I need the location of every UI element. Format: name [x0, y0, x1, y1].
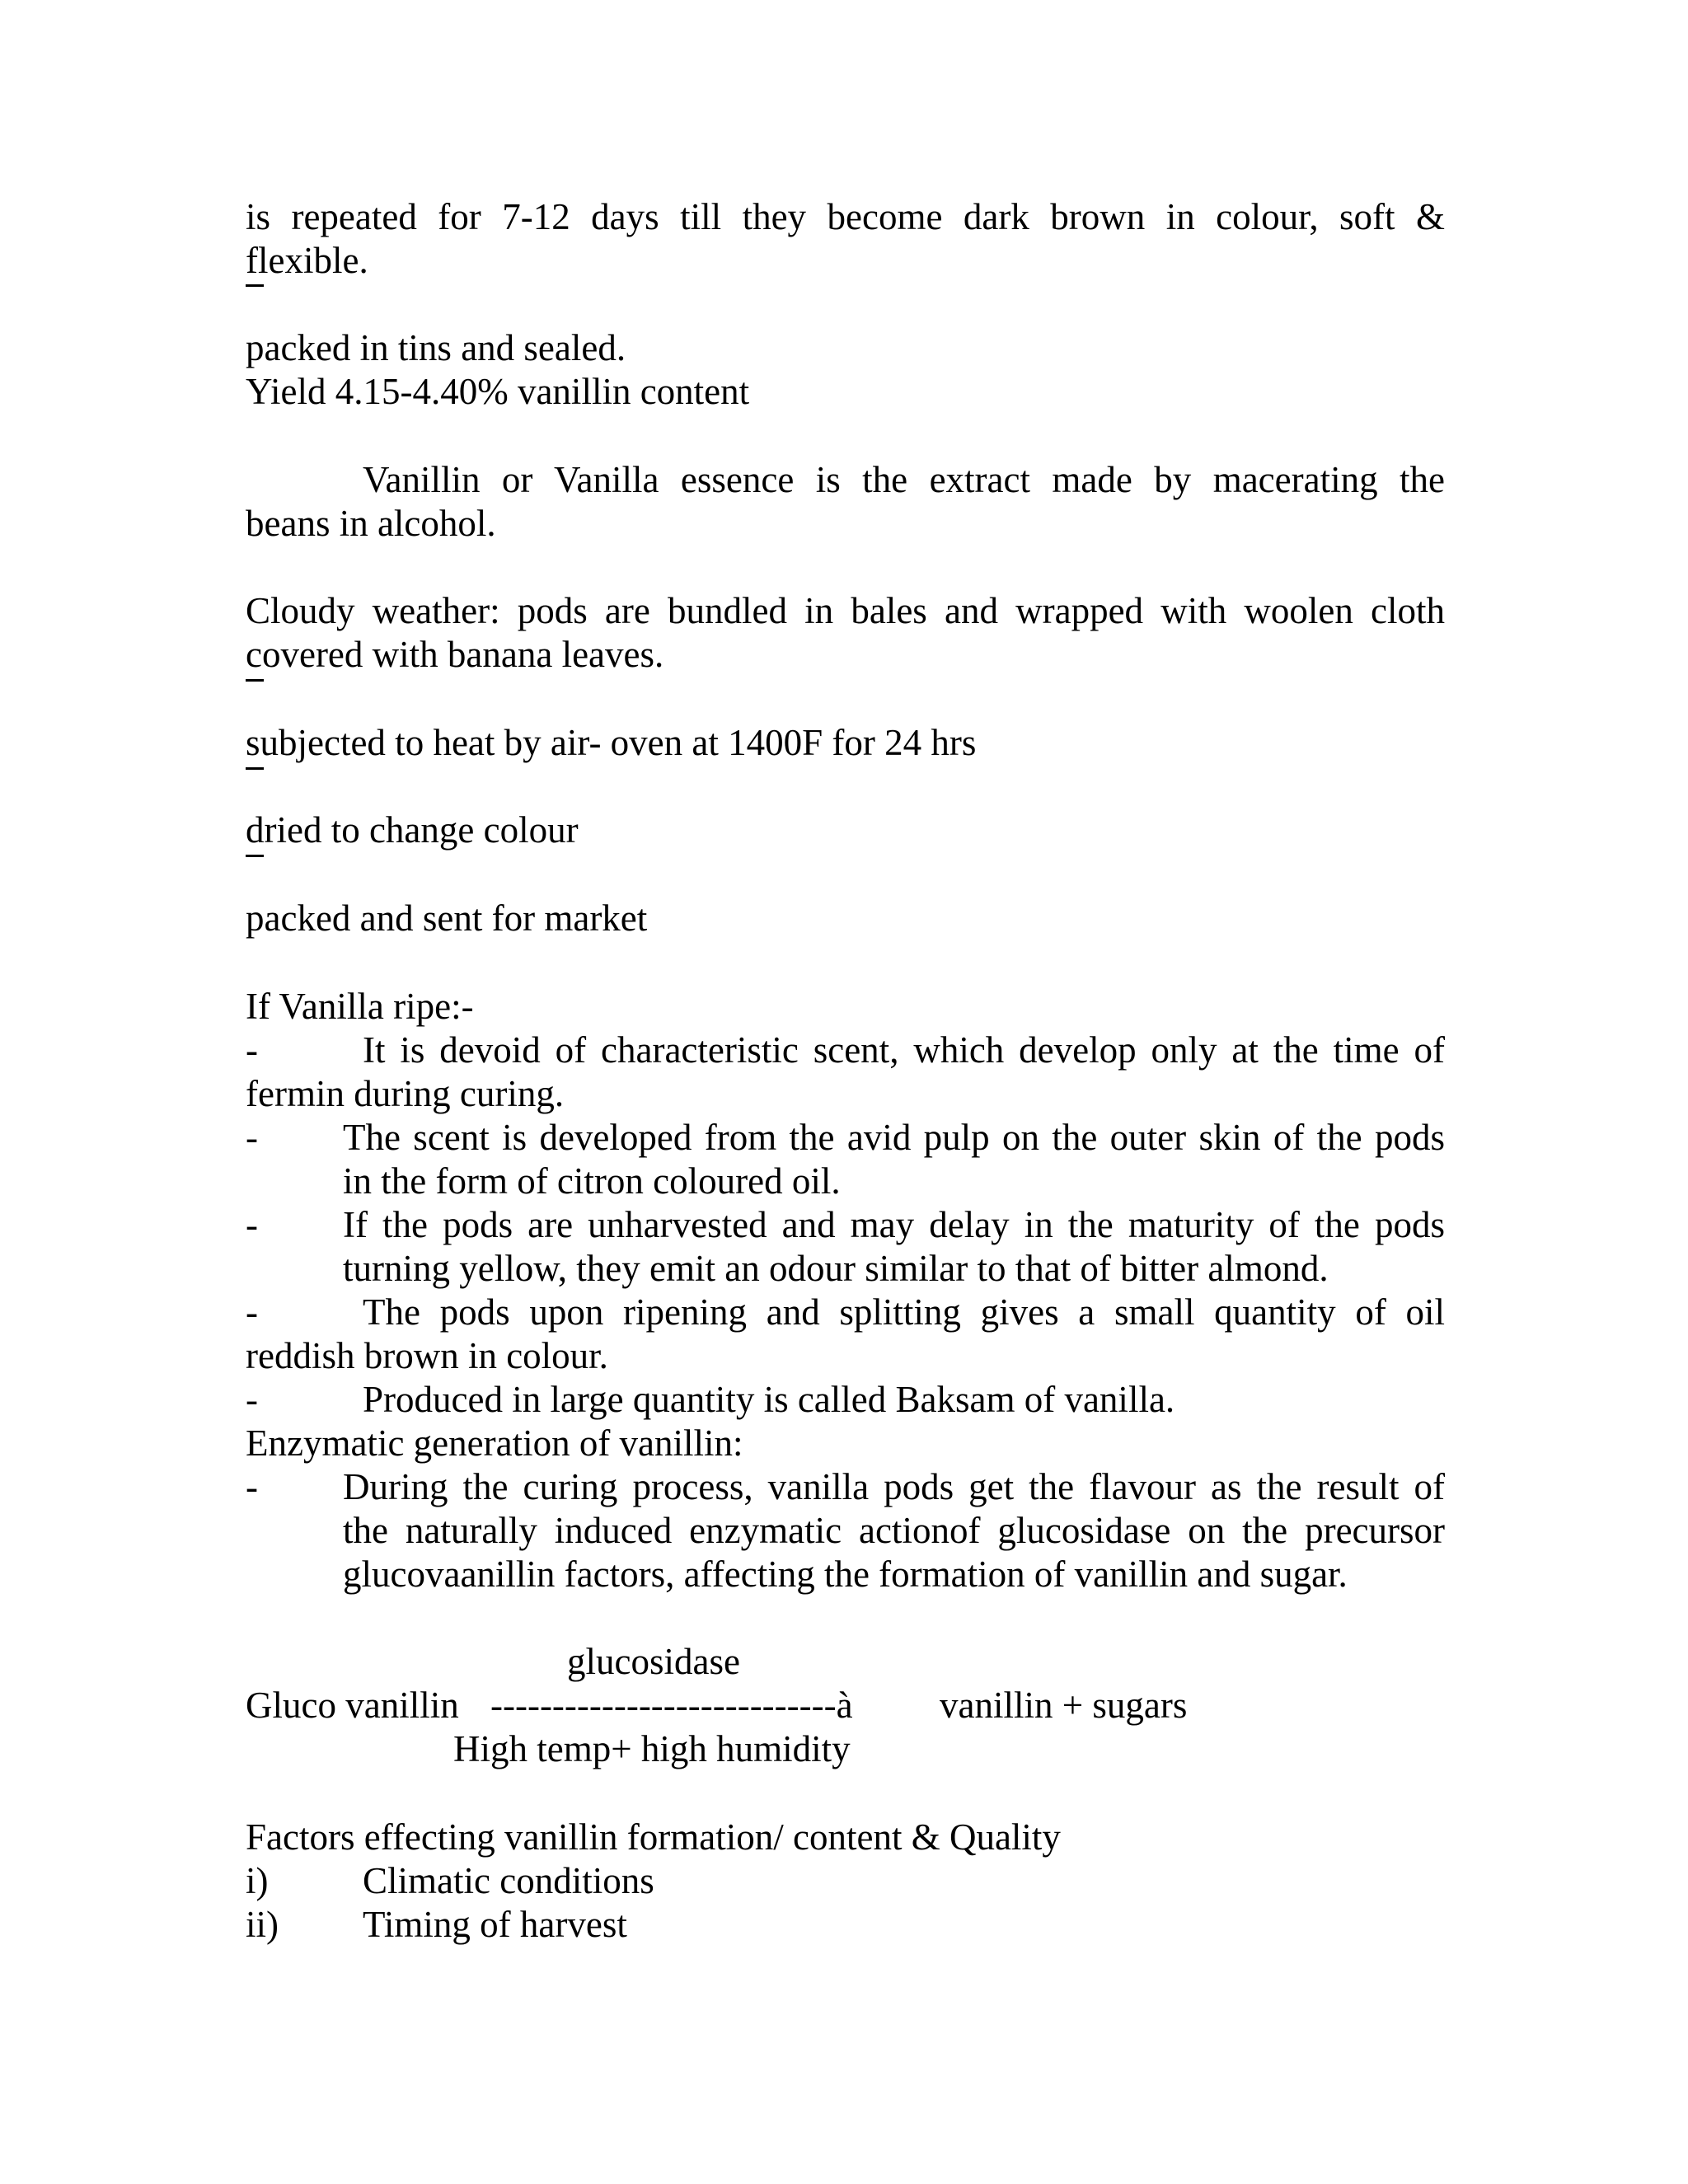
down-arrow-icon	[246, 679, 264, 699]
bullet-line: in the form of citron coloured oil.	[343, 1160, 841, 1202]
list-item: Climatic conditions	[363, 1860, 654, 1901]
bullet-dash: -	[246, 1291, 258, 1333]
bullet-line: Produced in large quantity is called Baksam of vanilla.	[363, 1379, 1175, 1420]
list-item: Timing of harvest	[363, 1904, 627, 1945]
down-arrow-icon	[246, 284, 264, 304]
list-number: i)	[246, 1860, 269, 1901]
flow-step: dried to change colour	[246, 809, 579, 851]
paragraph-line: Cloudy weather: pods are bundled in bales and wrapped with woolen cloth	[246, 590, 1445, 631]
equation-condition: High temp+ high humidity	[453, 1728, 851, 1769]
equation-reactant: Gluco vanillin	[246, 1685, 459, 1726]
bullet-line: glucovaanillin factors, affecting the formation of vanillin and sugar.	[343, 1554, 1348, 1595]
bullet-dash: -	[246, 1204, 258, 1245]
bullet-line: turning yellow, they emit an odour similar to that of bitter almond.	[343, 1248, 1329, 1289]
down-arrow-icon	[246, 767, 264, 787]
bullet-line: It is devoid of characteristic scent, which develop only at the time of	[363, 1029, 1445, 1071]
bullet-dash: -	[246, 1379, 258, 1420]
bullet-dash: -	[246, 1029, 258, 1071]
bullet-line: The scent is developed from the avid pulp on the outer skin of the pods	[343, 1117, 1445, 1158]
paragraph-line: is repeated for 7-12 days till they become dark brown in colour, soft &	[246, 196, 1445, 237]
section-heading: Enzymatic generation of vanillin:	[246, 1422, 743, 1464]
bullet-line: The pods upon ripening and splitting gives a small quantity of oil	[363, 1291, 1445, 1333]
bullet-line: reddish brown in colour.	[246, 1335, 608, 1376]
paragraph-line: beans in alcohol.	[246, 503, 496, 544]
equation-enzyme: glucosidase	[567, 1641, 740, 1682]
flow-step: subjected to heat by air- oven at 1400F for 24 hrs	[246, 722, 977, 763]
bullet-line: During the curing process, vanilla pods get the flavour as the result of	[343, 1466, 1445, 1507]
bullet-line: the naturally induced enzymatic actionof glucosidase on the precursor	[343, 1510, 1445, 1551]
bullet-line: If the pods are unharvested and may delay in the maturity of the pods	[343, 1204, 1445, 1245]
paragraph-line: Yield 4.15-4.40% vanillin content	[246, 371, 750, 412]
paragraph-line: flexible.	[246, 240, 368, 281]
bullet-dash: -	[246, 1117, 258, 1158]
list-number: ii)	[246, 1904, 279, 1945]
paragraph-line: packed in tins and sealed.	[246, 327, 626, 368]
equation-arrow: ----------------------------à	[490, 1685, 853, 1726]
equation-products: vanillin + sugars	[940, 1685, 1188, 1726]
paragraph-line: covered with banana leaves.	[246, 634, 664, 675]
paragraph-line: Vanillin or Vanilla essence is the extract made by macerating the	[363, 459, 1445, 500]
down-arrow-icon	[246, 855, 264, 874]
section-heading: Factors effecting vanillin formation/ content & Quality	[246, 1816, 1061, 1858]
section-heading: If Vanilla ripe:-	[246, 986, 474, 1027]
bullet-dash: -	[246, 1466, 258, 1507]
bullet-line: fermin during curing.	[246, 1073, 565, 1114]
flow-step: packed and sent for market	[246, 898, 648, 939]
